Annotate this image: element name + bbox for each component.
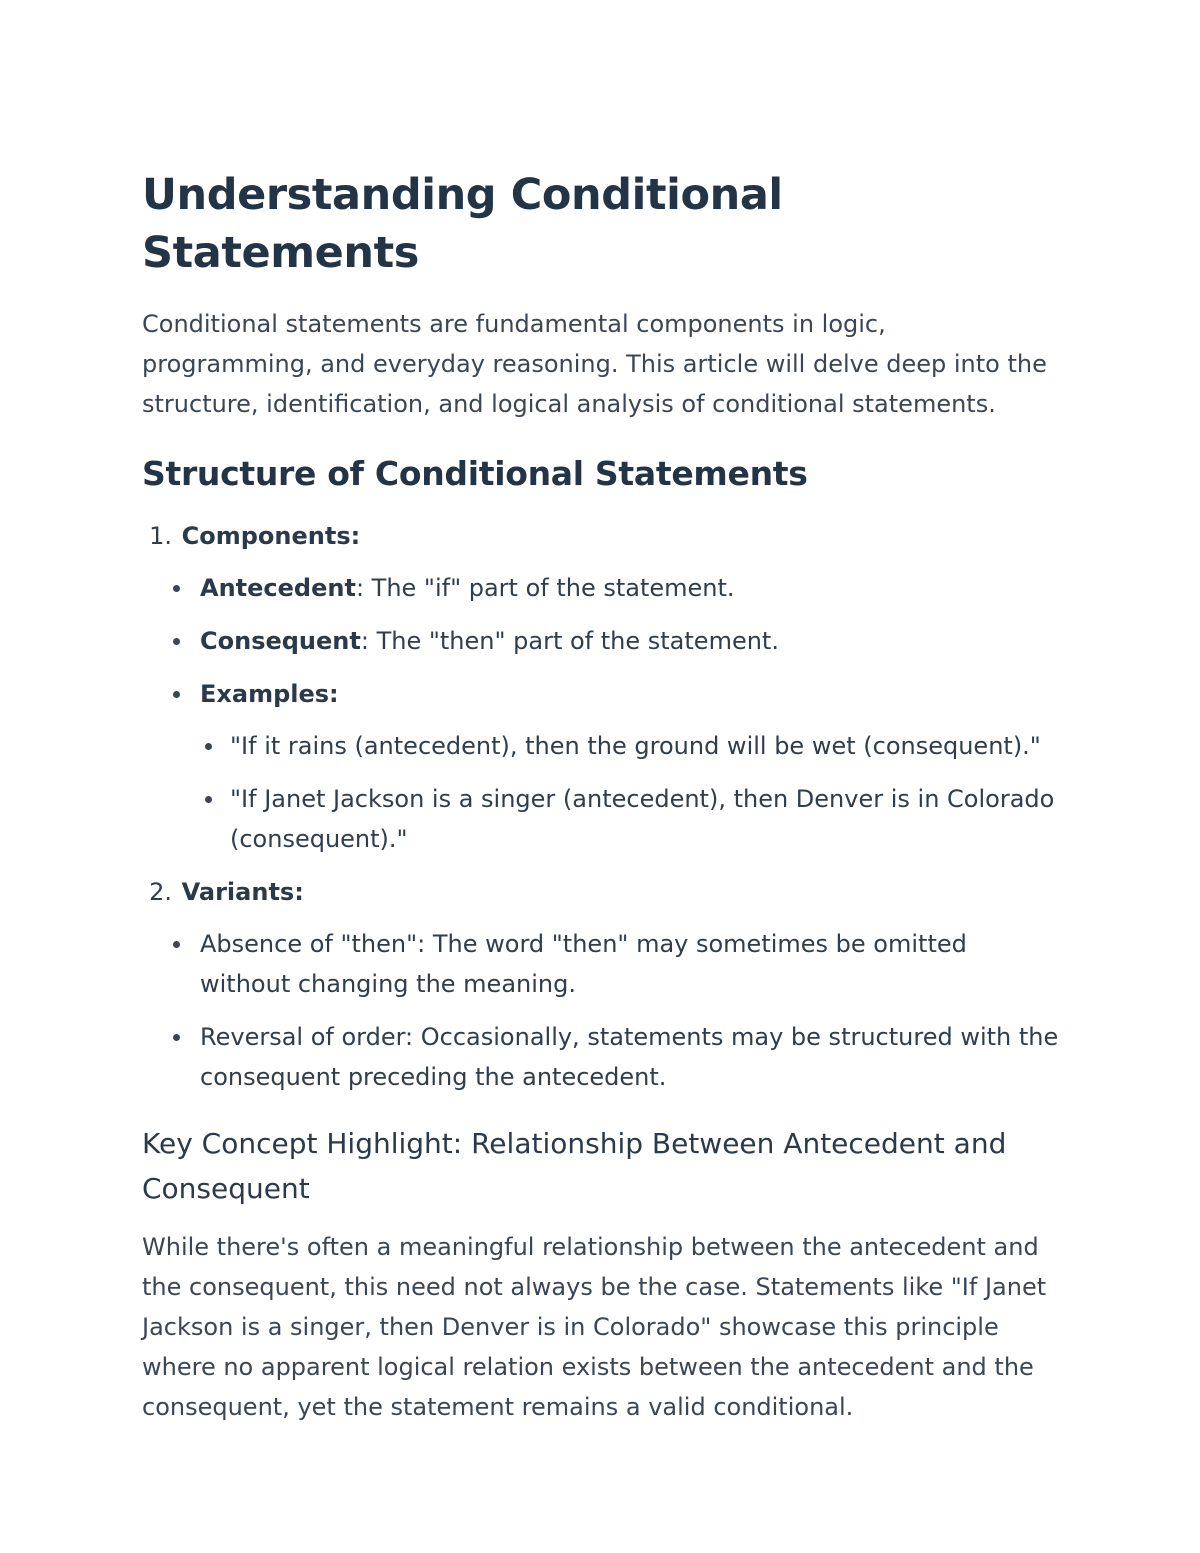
highlight-paragraph: While there's often a meaningful relationship between the antecedent and the consequent, this need not always be the case. Statements like "If Janet Jackson is a singer, then Denver is in Colorado" showcase this principle where no apparent logical relation exists between the antecedent and the consequent, yet the statement remains a valid conditional. [142, 1233, 1047, 1421]
structure-heading: Structure of Conditional Statements [142, 454, 808, 493]
list-number: 2. [149, 878, 172, 906]
example-item: "If Janet Jackson is a singer (antecedent), then Denver is in Colorado (consequent)." [230, 779, 1060, 859]
variant-item: Absence of "then": The word "then" may sometimes be omitted without changing the meaning. [200, 924, 1060, 1004]
consequent-term: Consequent [200, 627, 361, 655]
intro-paragraph: Conditional statements are fundamental components in logic, programming, and everyday reasoning. This article will delve deep into the structure, identification, and logical analysis of conditional statements. [142, 310, 1047, 418]
consequent-text: : The "then" part of the statement. [360, 627, 779, 655]
structure-list [142, 516, 1060, 1097]
examples-bullets [200, 726, 1060, 859]
variants-colon: : [294, 878, 304, 906]
components-bullets [142, 568, 1060, 859]
variant-item: Reversal of order: Occasionally, statements may be structured with the consequent preceding the antecedent. [200, 1017, 1060, 1097]
variants-label: Variants [181, 878, 295, 906]
highlight-heading: Key Concept Highlight: Relationship Between Antecedent and Consequent [142, 1127, 1007, 1205]
examples-colon: : [329, 680, 339, 708]
list-number: 1. [149, 522, 172, 550]
page-title: Understanding Conditional Statements [142, 170, 783, 278]
list-item-consequent [200, 621, 1060, 661]
list-item-antecedent [200, 568, 1060, 608]
examples-term: Examples [200, 680, 330, 708]
list-item-examples [200, 674, 1060, 859]
antecedent-term: Antecedent [200, 574, 356, 602]
variants-bullets [142, 924, 1060, 1097]
components-label: Components [181, 522, 351, 550]
antecedent-text: : The "if" part of the statement. [355, 574, 735, 602]
components-colon: : [350, 522, 361, 550]
list-item-variants [142, 872, 1060, 1097]
list-item-components [142, 516, 1060, 859]
example-item: "If it rains (antecedent), then the ground will be wet (consequent)." [230, 726, 1060, 766]
